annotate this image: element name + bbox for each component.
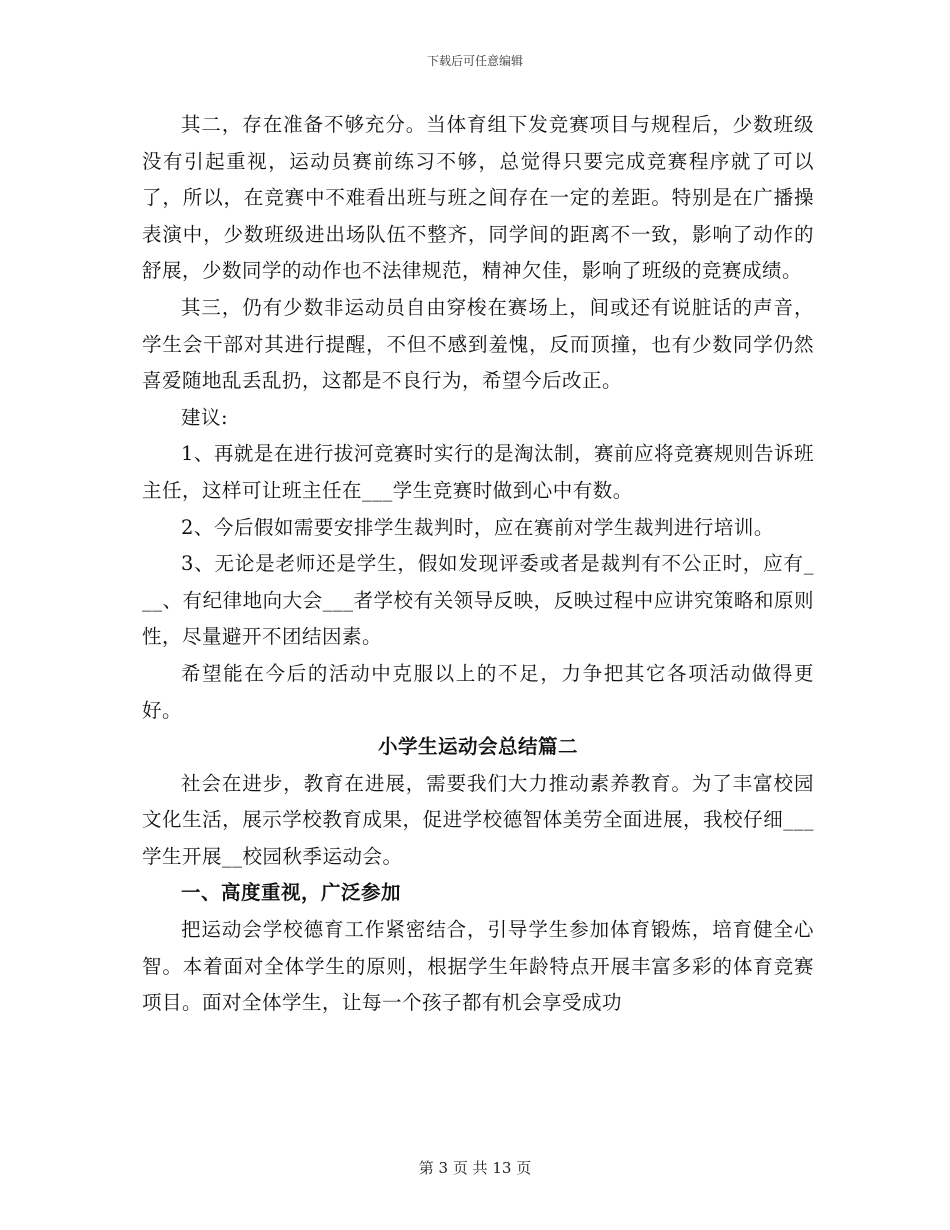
document-body [142,107,814,1022]
page-header-note: 下载后可任意编辑 [426,54,523,68]
paragraph-suggestions-label: 建议: [181,405,229,429]
section-title: 小学生运动会总结篇二 [377,735,578,759]
paragraph-suggestion-1: 1、再就是在进行拔河竞赛时实行的是淘汰制，赛前应将竞赛规则告诉班主任，这样可让班主任在___学生竞赛时做到心中有数。 [142,442,814,502]
paragraph-closing-hope: 希望能在今后的活动中克服以上的不足，力争把其它各项活动做得更好。 [142,661,814,722]
paragraph-third-issue: 其三，仍有少数非运动员自由穿梭在赛场上，间或还有说脏话的声音，学生会干部对其进行提醒，不但不感到羞愧，反而顶撞，也有少数同学仍然喜爱随地乱丢乱扔，这都是不良行为，希望今后改正。 [142,295,814,393]
page-number: 第 3 页 共 13 页 [418,1159,532,1177]
paragraph-suggestion-2: 2、今后假如需要安排学生裁判时，应在赛前对学生裁判进行培训。 [181,515,774,539]
paragraph-section-intro: 社会在进步，教育在进展，需要我们大力推动素养教育。为了丰富校园文化生活，展示学校教育成果，促进学校德智体美劳全面进展，我校仔细___学生开展__校园秋季运动会。 [142,771,814,868]
subheading: 一、高度重视，广泛参加 [181,881,402,905]
paragraph-suggestion-3: 3、无论是老师还是学生，假如发现评委或者是裁判有不公正时，应有___、有纪律地向大会___者学校有关领导反映，反映过程中应讲究策略和原则性，尽量避开不团结因素。 [142,552,814,649]
paragraph-second-issue: 其二，存在准备不够充分。当体育组下发竞赛项目与规程后，少数班级没有引起重视，运动员赛前练习不够，总觉得只要完成竞赛程序就了可以了，所以，在竞赛中不难看出班与班之间存在一定的差距。特别是在广播操表演中，少数班级进出场队伍不整齐，同学间的距离不一致，影响了动作的舒展，少数同学的动作也不法律规范，精神欠佳，影响了班级的竞赛成绩。 [142,113,814,283]
paragraph-subheading-body: 把运动会学校德育工作紧密结合，引导学生参加体育锻炼，培育健全心智。本着面对全体学生的原则，根据学生年龄特点开展丰富多彩的体育竞赛项目。面对全体学生，让每一个孩子都有机会享受成功 [142,918,814,1015]
